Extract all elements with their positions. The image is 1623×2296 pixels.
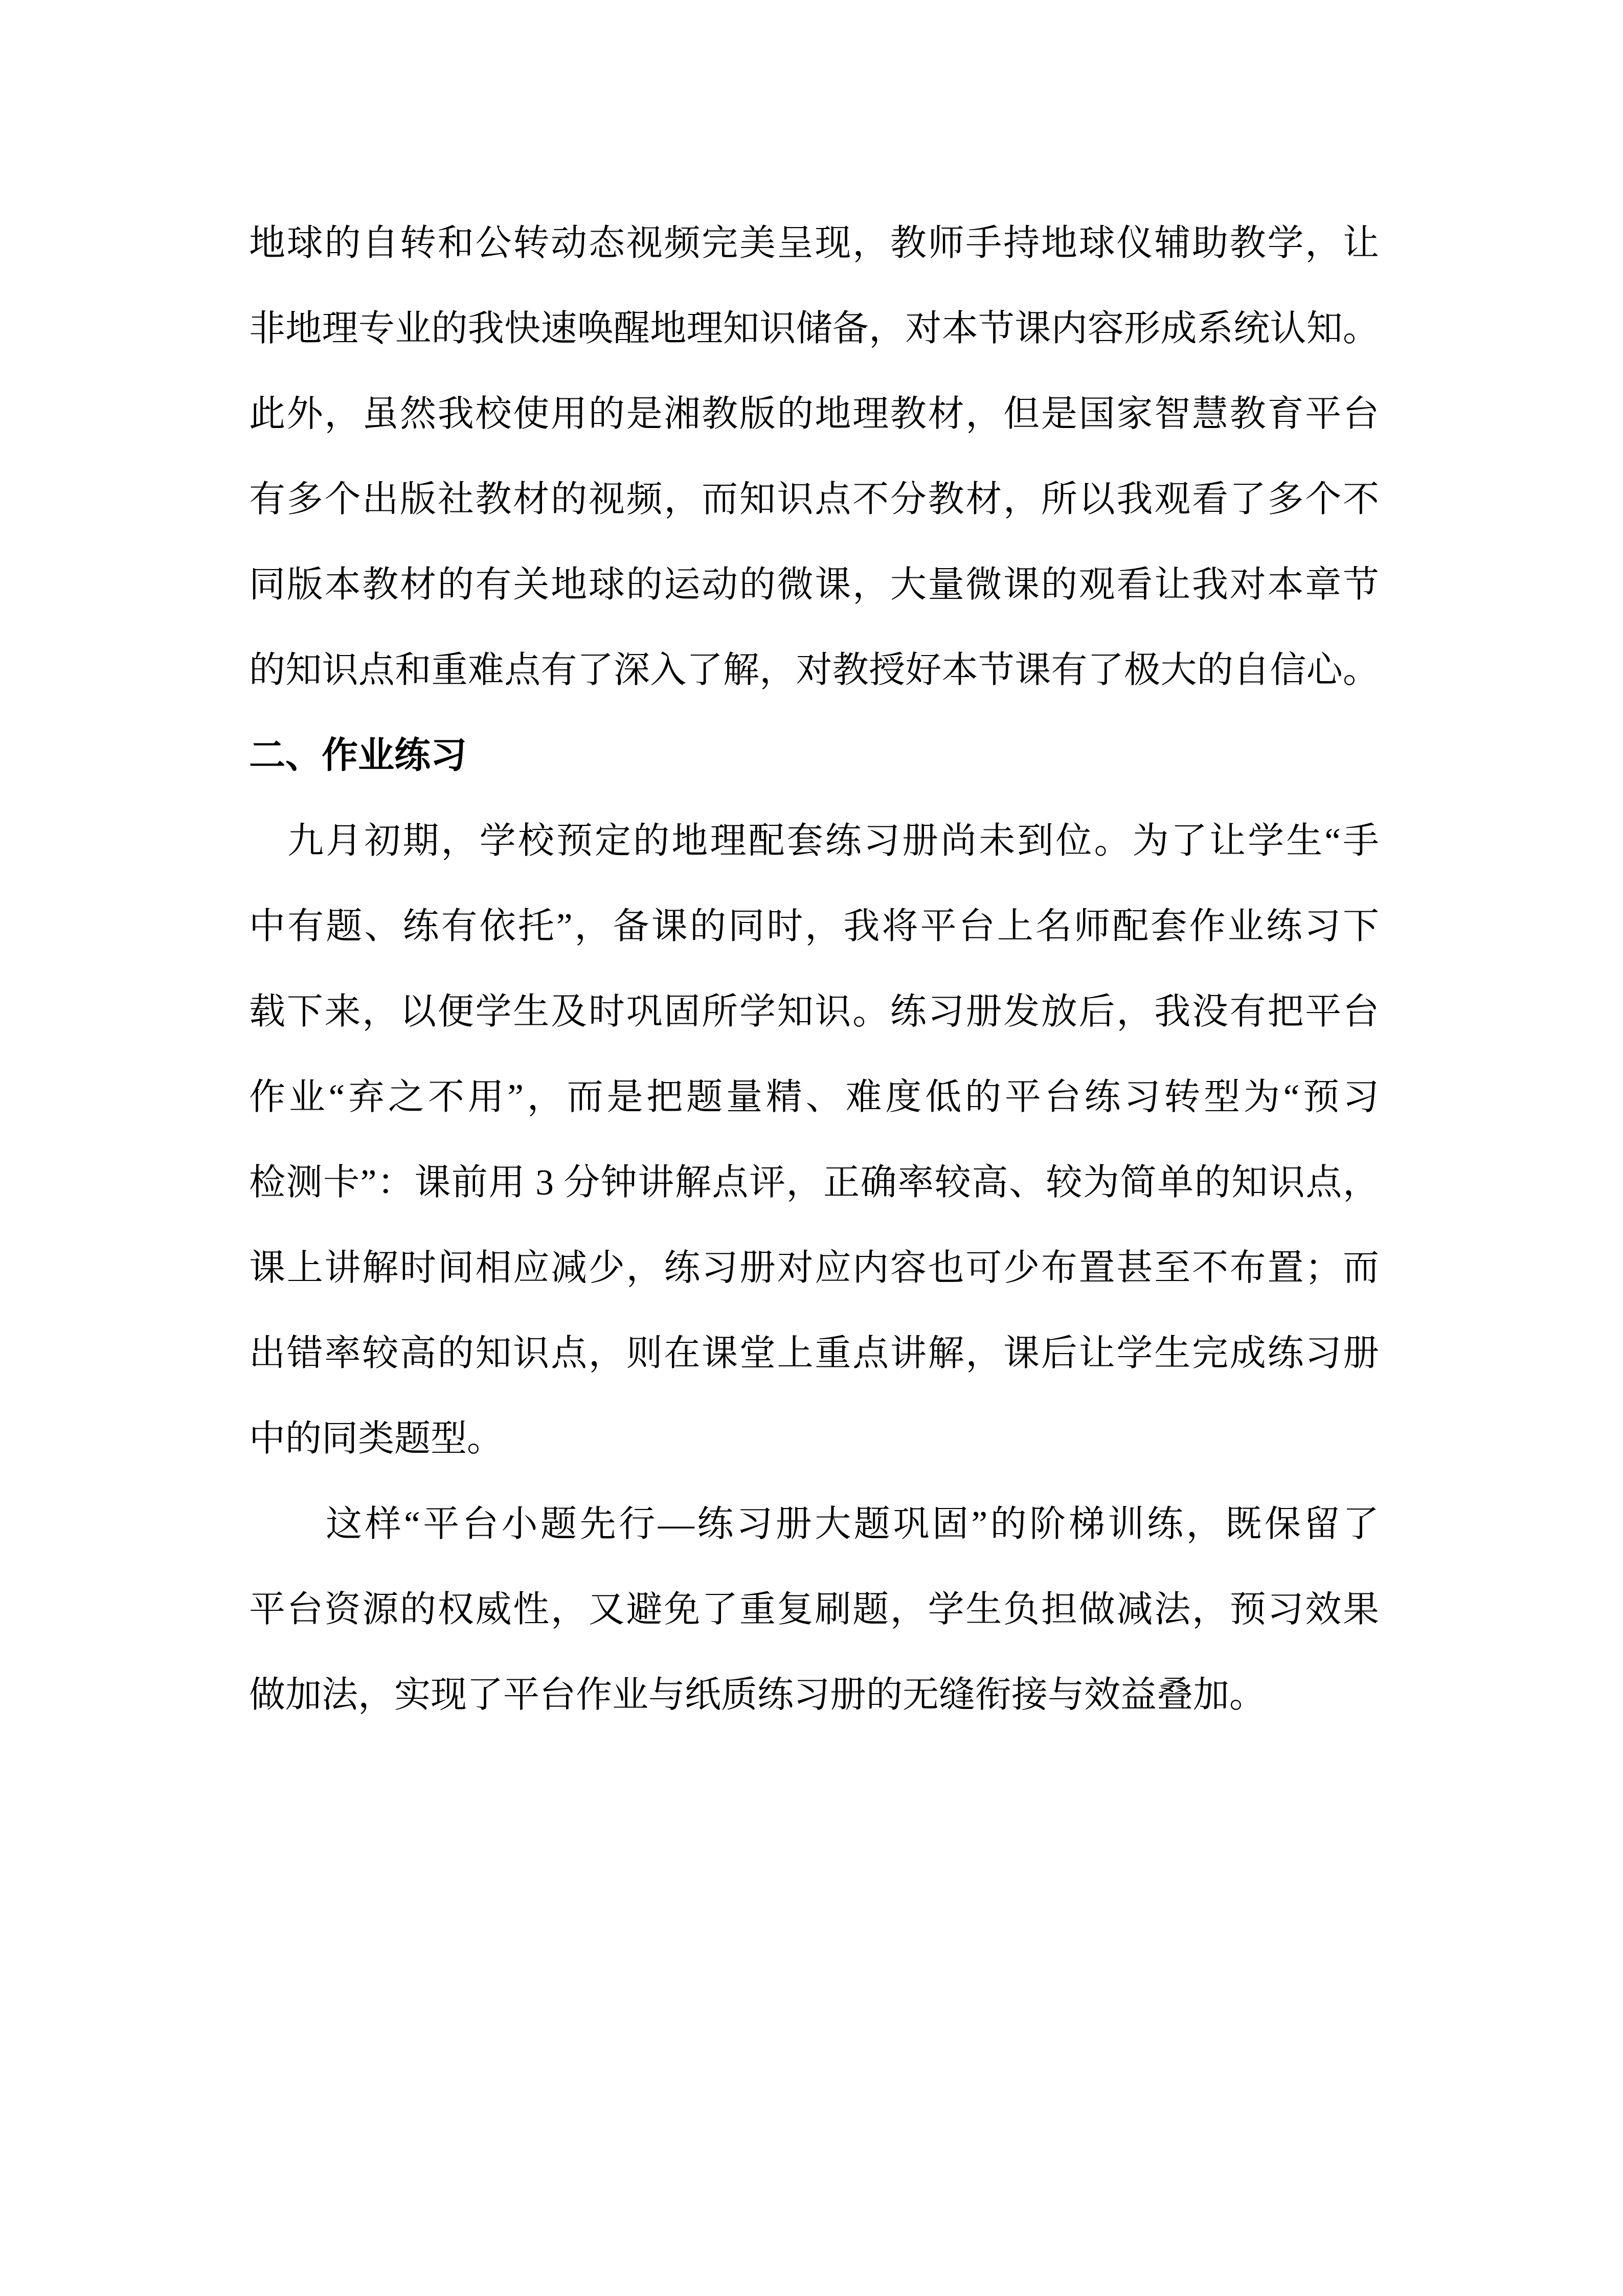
- paragraph-3: [249, 1482, 1379, 1738]
- text-line: 的知识点和重难点有了深入了解，对教授好本节课有了极大的自信心。: [249, 650, 1379, 690]
- text-line: 载下来，以便学生及时巩固所学知识。练习册发放后，我没有把平台: [249, 992, 1379, 1032]
- text-line: 非地理专业的我快速唤醒地理知识储备，对本节课内容形成系统认知。: [249, 309, 1379, 349]
- text-line: 课上讲解时间相应减少，练习册对应内容也可少布置甚至不布置；而: [249, 1248, 1379, 1288]
- text-line: 地球的自转和公转动态视频完美呈现，教师手持地球仪辅助教学，让: [249, 223, 1379, 263]
- text-line: 平台资源的权威性，又避免了重复刷题，学生负担做减法，预习效果: [249, 1590, 1379, 1630]
- paragraph-2: [249, 799, 1379, 1482]
- text-block: [249, 201, 1379, 1738]
- text-line: 此外，虽然我校使用的是湘教版的地理教材，但是国家智慧教育平台: [249, 394, 1379, 434]
- text-line: 出错率较高的知识点，则在课堂上重点讲解，课后让学生完成练习册: [249, 1334, 1379, 1374]
- text-line: 有多个出版社教材的视频，而知识点不分教材，所以我观看了多个不: [249, 480, 1379, 520]
- section-heading: 二、作业练习: [249, 736, 467, 776]
- paragraph-1: [249, 201, 1379, 713]
- text-line: 检测卡”：课前用 3 分钟讲解点评，正确率较高、较为简单的知识点，: [249, 1163, 1379, 1203]
- text-line: 九月初期，学校预定的地理配套练习册尚未到位。为了让学生“手: [287, 821, 1379, 861]
- text-line: 同版本教材的有关地球的运动的微课，大量微课的观看让我对本章节: [249, 565, 1379, 605]
- text-line: 这样“平台小题先行—练习册大题巩固”的阶梯训练，既保留了: [326, 1504, 1379, 1544]
- text-line: 做加法，实现了平台作业与纸质练习册的无缝衔接与效益叠加。: [249, 1675, 1266, 1715]
- text-line: 中的同类题型。: [249, 1419, 504, 1459]
- text-line: 中有题、练有依托”，备课的同时，我将平台上名师配套作业练习下: [249, 907, 1379, 947]
- text-line: 作业“弃之不用”，而是把题量精、难度低的平台练习转型为“预习: [249, 1077, 1379, 1117]
